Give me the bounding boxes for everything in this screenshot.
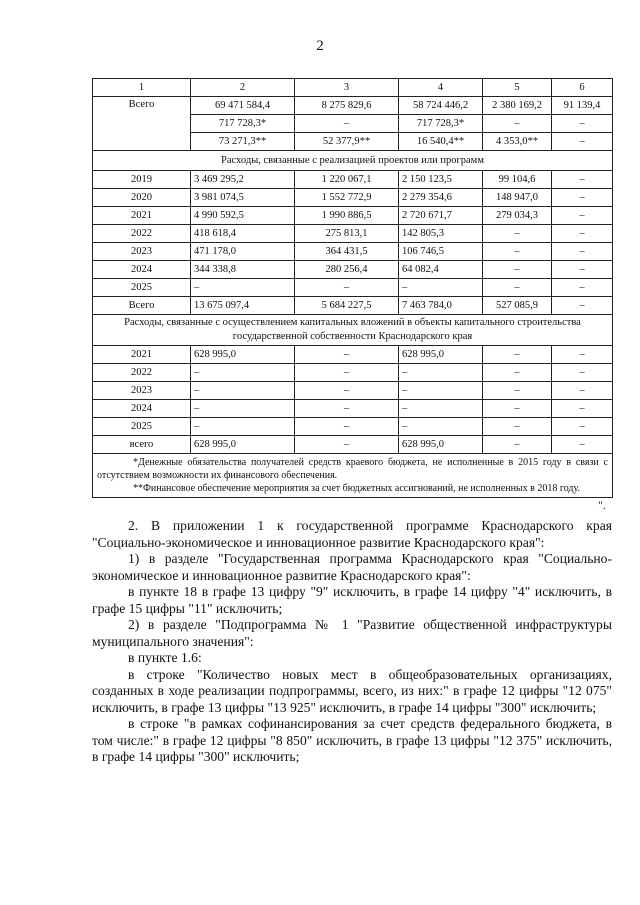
table-cell: –: [191, 364, 295, 382]
notes-row: [93, 454, 613, 498]
paragraph: 2. В приложении 1 к государственной программе Краснодарского края "Социально-экономическое и инновационное развитие Краснодарского края":: [92, 518, 612, 550]
table-cell: –: [295, 382, 399, 400]
footnote-1: *Денежные обязательства получателей средств краевого бюджета, не исполненные в 2015 году в связи с отсутствием возможности их финансового обеспечения.: [97, 457, 608, 481]
table-cell: 279 034,3: [483, 207, 552, 225]
table-cell: –: [552, 243, 613, 261]
header-cell: 4: [399, 79, 483, 97]
table-cell: –: [295, 364, 399, 382]
table-cell: 148 947,0: [483, 189, 552, 207]
table-cell: 13 675 097,4: [191, 297, 295, 315]
table-cell: 2 279 354,6: [399, 189, 483, 207]
table-cell: –: [483, 382, 552, 400]
section-capital-body: [93, 346, 613, 454]
table-cell: 280 256,4: [295, 261, 399, 279]
table-cell: 471 178,0: [191, 243, 295, 261]
table-cell: 64 082,4: [399, 261, 483, 279]
table-cell: –: [295, 346, 399, 364]
table-cell: –: [552, 115, 613, 133]
header-cell: 3: [295, 79, 399, 97]
table-cell: –: [399, 364, 483, 382]
total-label-cell: Всего: [93, 97, 191, 151]
table-row: [93, 225, 613, 243]
table-cell: –: [295, 418, 399, 436]
budget-table: [92, 78, 613, 498]
table-cell: 8 275 829,6: [295, 97, 399, 115]
table-cell: –: [552, 261, 613, 279]
year-cell: 2022: [93, 225, 191, 243]
header-cell: 6: [552, 79, 613, 97]
table-row: [93, 279, 613, 297]
table-cell: –: [483, 346, 552, 364]
paragraph: 2) в разделе "Подпрограмма № 1 "Развитие общественной инфраструктуры муниципального значения":: [92, 617, 612, 649]
table-cell: 628 995,0: [191, 436, 295, 454]
table-cell: –: [295, 400, 399, 418]
table-cell: 527 085,9: [483, 297, 552, 315]
year-cell: 2021: [93, 346, 191, 364]
table-cell: –: [552, 436, 613, 454]
table-row: [93, 364, 613, 382]
table-cell: –: [483, 279, 552, 297]
table-cell: –: [295, 115, 399, 133]
paragraph: 1) в разделе "Государственная программа Краснодарского края "Социально-экономическое и инновационное развитие Краснодарского края":: [92, 551, 612, 583]
table-cell: 142 805,3: [399, 225, 483, 243]
table-cell: 1 220 067,1: [295, 171, 399, 189]
page-number: 2: [316, 38, 324, 54]
table-cell: 1 552 772,9: [295, 189, 399, 207]
table-cell: –: [483, 261, 552, 279]
closing-quote: ".: [598, 498, 606, 512]
table-cell: –: [483, 364, 552, 382]
table-cell: 628 995,0: [399, 346, 483, 364]
table-cell: 99 104,6: [483, 171, 552, 189]
table-cell: 4 990 592,5: [191, 207, 295, 225]
table-row: [93, 261, 613, 279]
table-cell: 628 995,0: [399, 436, 483, 454]
header-cell: 2: [191, 79, 295, 97]
table-cell: 2 720 671,7: [399, 207, 483, 225]
table-cell: –: [552, 297, 613, 315]
table-row: [93, 171, 613, 189]
table-cell: 2 380 169,2: [483, 97, 552, 115]
year-cell: 2022: [93, 364, 191, 382]
table-row: [93, 436, 613, 454]
table-cell: 106 746,5: [399, 243, 483, 261]
table-cell: 58 724 446,2: [399, 97, 483, 115]
year-cell: 2025: [93, 279, 191, 297]
table-cell: 364 431,5: [295, 243, 399, 261]
table-cell: –: [552, 207, 613, 225]
body-text: [92, 518, 612, 766]
table-cell: –: [295, 436, 399, 454]
table-cell: 2 150 123,5: [399, 171, 483, 189]
table-cell: –: [552, 133, 613, 151]
section-heading-row: [93, 151, 613, 171]
year-cell: 2021: [93, 207, 191, 225]
paragraph: в пункте 18 в графе 13 цифру "9" исключить, в графе 14 цифру "4" исключить, в графе 15 цифры "11" исключить;: [92, 584, 612, 616]
footnotes: [93, 454, 613, 498]
table-cell: –: [483, 243, 552, 261]
table-cell: 73 271,3**: [191, 133, 295, 151]
table-row: [93, 207, 613, 225]
year-cell: 2019: [93, 171, 191, 189]
table-row: [93, 97, 613, 115]
footnote-2: **Финансовое обеспечение мероприятия за счет бюджетных ассигнований, не исполненных в 2018 году.: [133, 483, 581, 494]
paragraph: в пункте 1.6:: [128, 650, 202, 665]
table-cell: 418 618,4: [191, 225, 295, 243]
table-cell: 275 813,1: [295, 225, 399, 243]
table-cell: –: [191, 418, 295, 436]
table-cell: –: [399, 279, 483, 297]
table-cell: –: [552, 279, 613, 297]
table-cell: –: [483, 115, 552, 133]
year-cell: 2023: [93, 382, 191, 400]
table-cell: 4 353,0**: [483, 133, 552, 151]
year-cell: 2025: [93, 418, 191, 436]
table-cell: 628 995,0: [191, 346, 295, 364]
paragraph: в строке "Количество новых мест в общеобразовательных организациях, созданных в ходе реализации подпрограммы, всего, из них:" в графе 12 цифры "12 075" исключить, в графе 13 цифры "13 925" исключить, в графе 14 цифры "300" исключить;: [92, 666, 612, 715]
paragraph: в строке "в рамках софинансирования за счет средств федерального бюджета, в том числе:" в графе 12 цифры "8 850" исключить, в графе 13 цифры "12 375" исключить, в графе 14 цифры "300" исключить;: [92, 716, 612, 764]
table-cell: –: [552, 171, 613, 189]
table-cell: 717 728,3*: [191, 115, 295, 133]
table-header-row: [93, 79, 613, 97]
table-row: [93, 189, 613, 207]
table-cell: –: [483, 418, 552, 436]
section-heading-row: [93, 315, 613, 346]
table-cell: –: [191, 279, 295, 297]
year-cell: Всего: [93, 297, 191, 315]
table-cell: –: [552, 189, 613, 207]
table-cell: –: [399, 418, 483, 436]
table-row: [93, 400, 613, 418]
table-cell: –: [295, 279, 399, 297]
table-row: [93, 297, 613, 315]
table-cell: 344 338,8: [191, 261, 295, 279]
table-cell: –: [399, 400, 483, 418]
table-cell: –: [552, 225, 613, 243]
table-row: [93, 418, 613, 436]
table-cell: –: [483, 436, 552, 454]
table-cell: –: [483, 225, 552, 243]
table-cell: 5 684 227,5: [295, 297, 399, 315]
year-cell: 2023: [93, 243, 191, 261]
table-cell: –: [552, 400, 613, 418]
section-heading-projects: Расходы, связанные с реализацией проектов или программ: [93, 151, 613, 171]
table-cell: 7 463 784,0: [399, 297, 483, 315]
table-cell: –: [552, 364, 613, 382]
table-cell: 91 139,4: [552, 97, 613, 115]
table-cell: –: [552, 382, 613, 400]
section-heading-capital: Расходы, связанные с осуществлением капитальных вложений в объекты капитального строительства государственной собственности Краснодарского края: [93, 315, 613, 346]
table-cell: 717 728,3*: [399, 115, 483, 133]
table-cell: –: [552, 418, 613, 436]
year-cell: 2020: [93, 189, 191, 207]
table-cell: 1 990 886,5: [295, 207, 399, 225]
section-projects-body: [93, 171, 613, 315]
header-cell: 1: [93, 79, 191, 97]
table-cell: –: [483, 400, 552, 418]
table-cell: 3 981 074,5: [191, 189, 295, 207]
table-cell: –: [191, 400, 295, 418]
header-cell: 5: [483, 79, 552, 97]
table-cell: –: [552, 346, 613, 364]
year-cell: 2024: [93, 261, 191, 279]
table-cell: 3 469 295,2: [191, 171, 295, 189]
table-row: [93, 243, 613, 261]
table-cell: –: [191, 382, 295, 400]
table-row: [93, 382, 613, 400]
year-cell: всего: [93, 436, 191, 454]
table-cell: 16 540,4**: [399, 133, 483, 151]
table-cell: 52 377,9**: [295, 133, 399, 151]
year-cell: 2024: [93, 400, 191, 418]
table-cell: –: [399, 382, 483, 400]
table-cell: 69 471 584,4: [191, 97, 295, 115]
table-row: [93, 346, 613, 364]
